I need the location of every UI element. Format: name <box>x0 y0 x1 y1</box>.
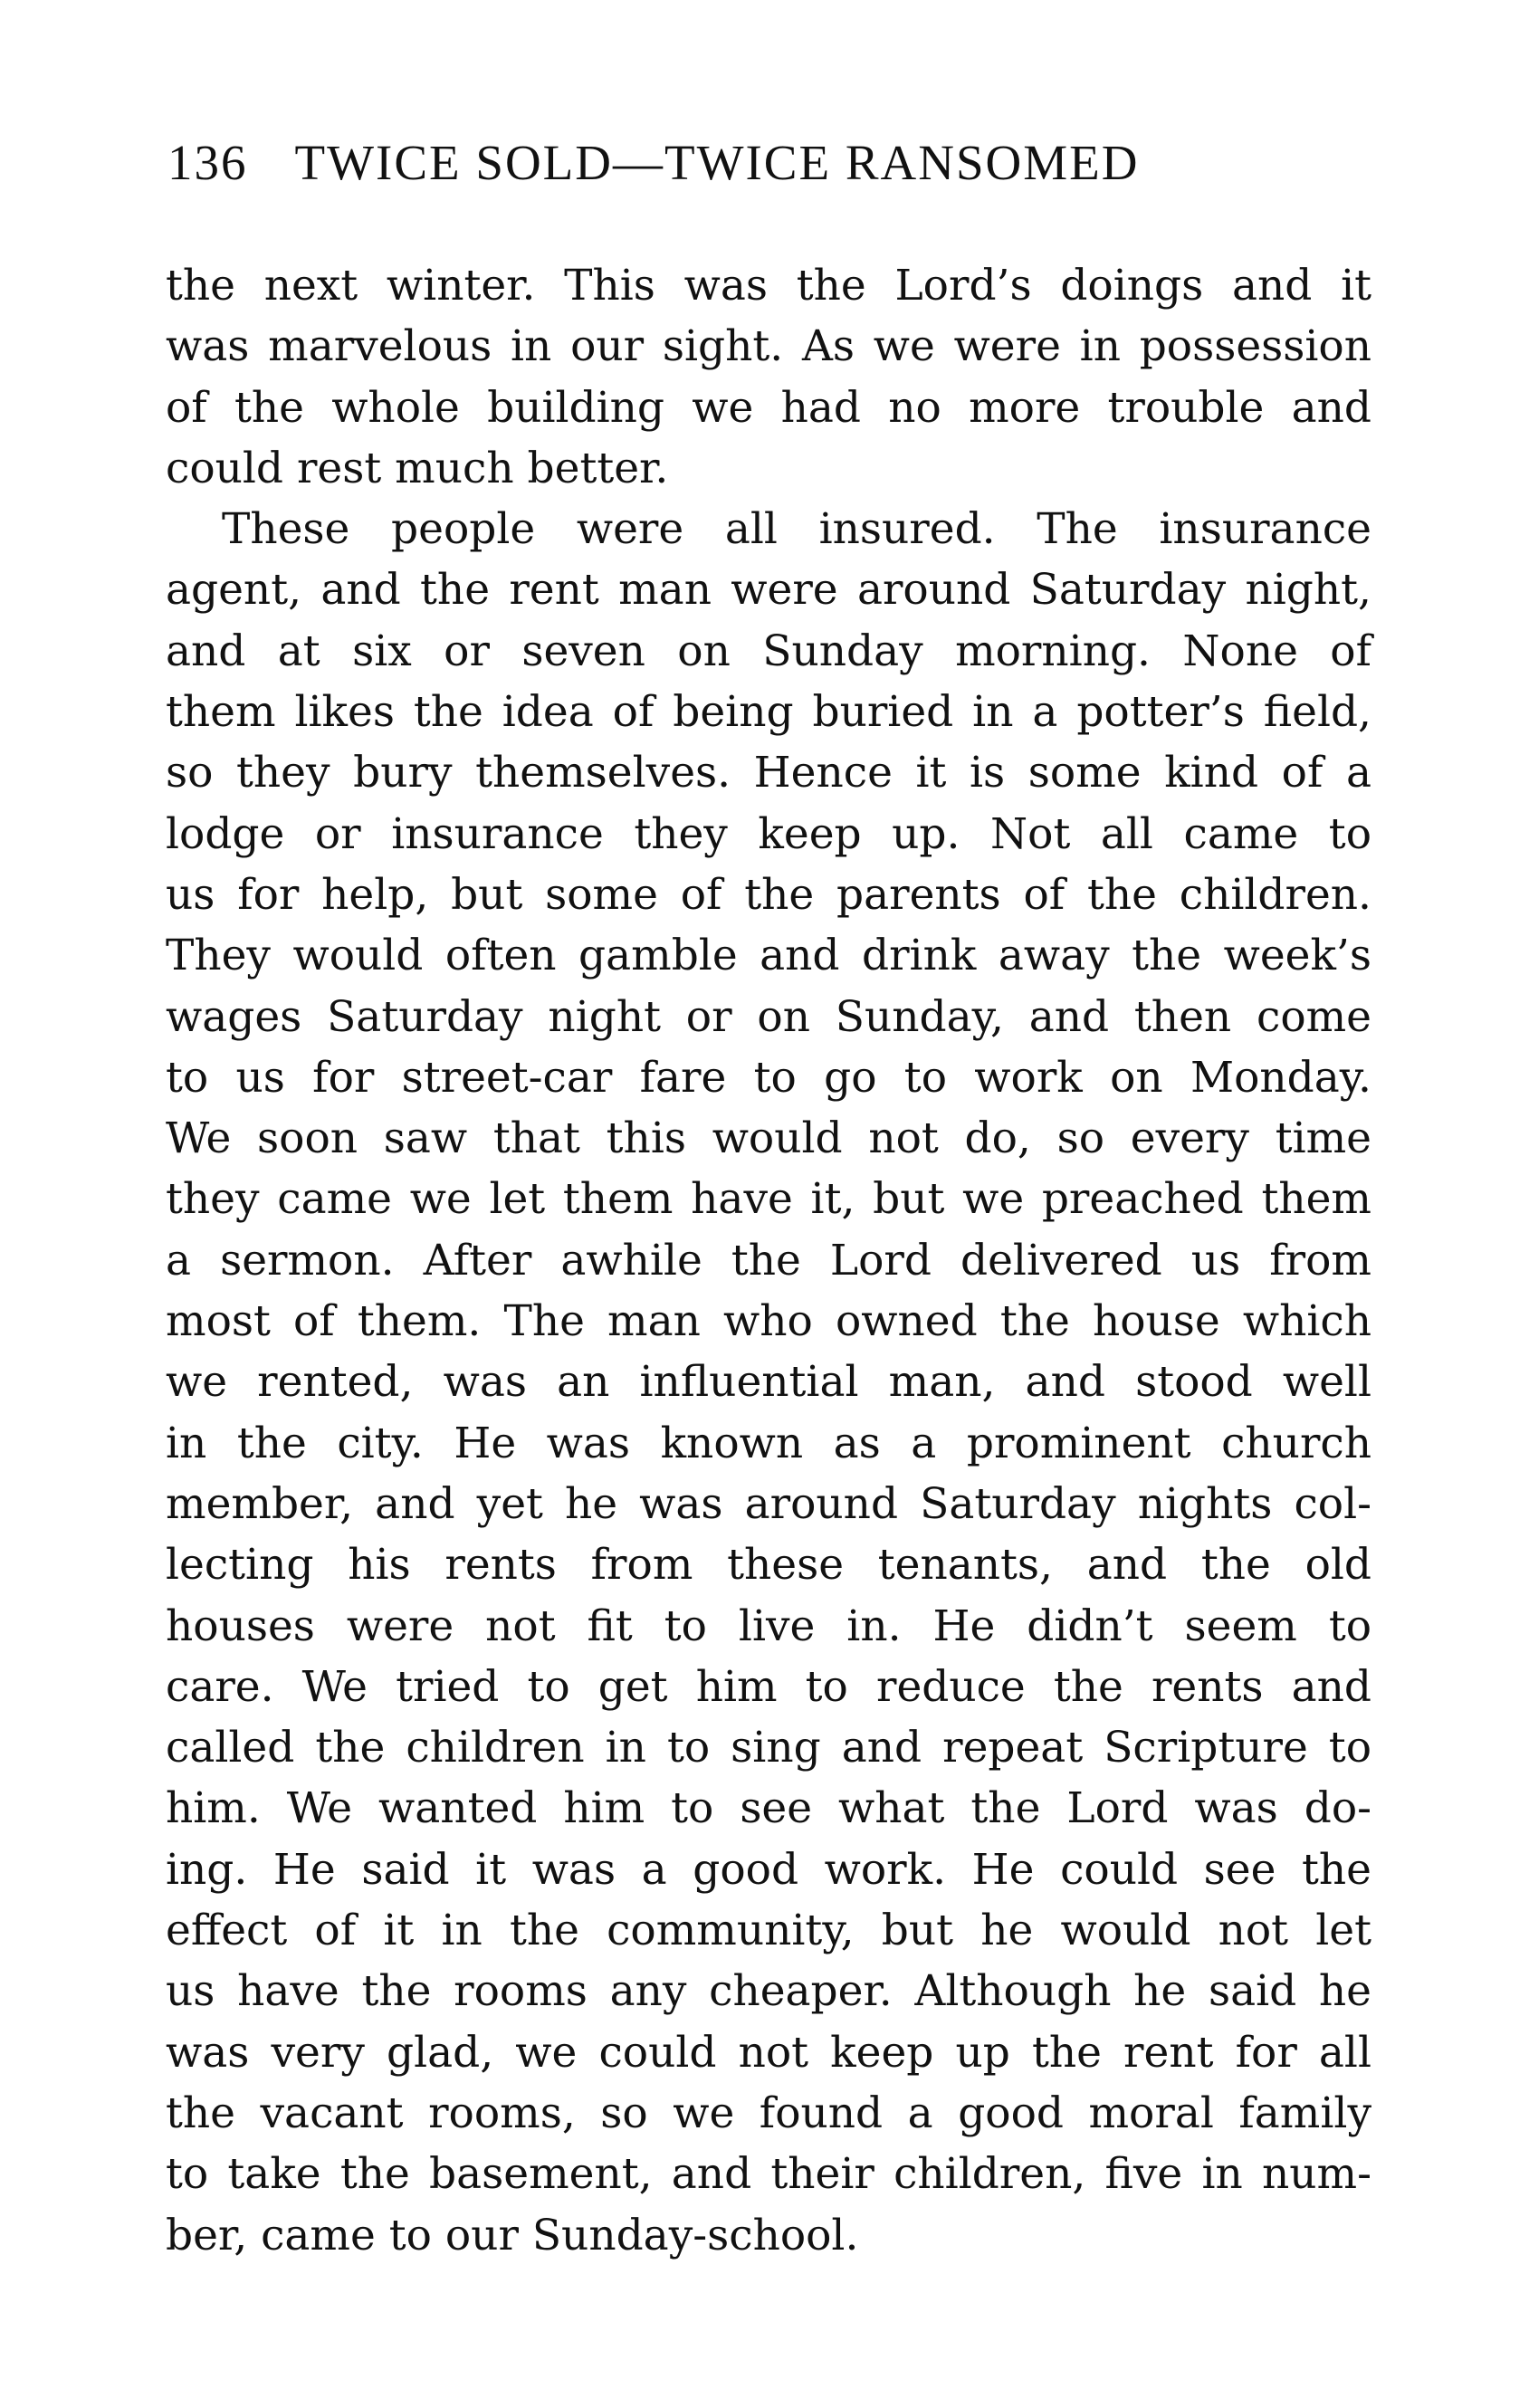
text-line: us for help, but some of the parents of the children. <box>166 869 1371 920</box>
text-line: to us for street-car fare to go to work on Monday. <box>166 1052 1371 1103</box>
text-line: was marvelous in our sight. As we were in possession <box>166 321 1371 372</box>
text-line: effect of it in the community, but he would not let <box>166 1906 1371 1956</box>
text-line: care. We tried to get him to reduce the rents and <box>166 1661 1371 1712</box>
text-line: ing. He said it was a good work. He could see the <box>166 1844 1371 1895</box>
text-line: member, and yet he was around Saturday nights col- <box>166 1478 1371 1529</box>
text-line: lodge or insurance they keep up. Not all came to <box>166 808 1371 859</box>
running-title: TWICE SOLD—TWICE RANSOMED <box>294 135 1140 190</box>
text-line: could rest much better. <box>166 443 669 493</box>
text-line: they came we let them have it, but we preached them <box>166 1174 1371 1225</box>
text-line: agent, and the rent man were around Saturday night, <box>166 565 1371 616</box>
running-header <box>167 127 1371 199</box>
text-line: of the whole building we had no more trouble and <box>166 382 1371 433</box>
text-line: They would often gamble and drink away the week’s <box>166 931 1371 981</box>
text-line: was very glad, we could not keep up the rent for all <box>166 2027 1371 2078</box>
text-line: him. We wanted him to see what the Lord was do- <box>166 1783 1371 1834</box>
text-line: We soon saw that this would not do, so every time <box>166 1113 1371 1164</box>
text-line: us have the rooms any cheaper. Although he said he <box>166 1966 1371 2017</box>
text-line: houses were not fit to live in. He didn’t seem to <box>166 1601 1371 1651</box>
text-line: to take the basement, and their children, five in num- <box>166 2149 1371 2200</box>
text-line: we rented, was an influential man, and stood well <box>166 1357 1371 1408</box>
text-line: called the children in to sing and repeat Scripture to <box>166 1723 1371 1773</box>
body-text <box>166 255 1371 2266</box>
page-number: 136 <box>167 135 248 190</box>
text-line: the next winter. This was the Lord’s doings and it <box>166 261 1371 311</box>
text-line: lecting his rents from these tenants, and the old <box>166 1540 1371 1591</box>
text-line: ber, came to our Sunday-school. <box>166 2210 859 2260</box>
text-line: These people were all insured. The insurance <box>222 504 1371 555</box>
text-line: in the city. He was known as a prominent church <box>166 1418 1371 1468</box>
text-line: wages Saturday night or on Sunday, and then come <box>166 991 1371 1042</box>
text-line: most of them. The man who owned the house which <box>166 1296 1371 1347</box>
text-line: so they bury themselves. Hence it is some kind of a <box>166 748 1371 798</box>
text-line: the vacant rooms, so we found a good moral family <box>166 2088 1371 2138</box>
text-line: a sermon. After awhile the Lord delivered us from <box>166 1235 1371 1285</box>
text-line: them likes the idea of being buried in a potter’s field, <box>166 687 1371 738</box>
text-line: and at six or seven on Sunday morning. None of <box>166 626 1371 676</box>
